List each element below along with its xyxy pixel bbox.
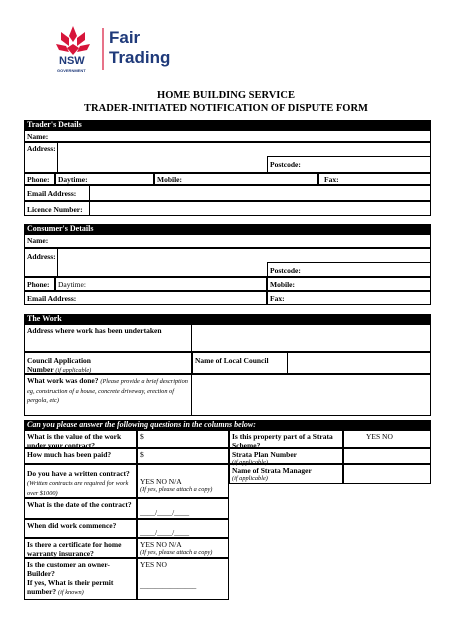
logo-agency: NSW: [59, 55, 85, 67]
q-strata-manager-label: [229, 464, 343, 484]
council-application-text: Council Application: [27, 356, 91, 365]
trader-phone-label: Phone:: [24, 173, 55, 185]
q-owner-answer[interactable]: [137, 558, 229, 600]
q-cert-options[interactable]: YES NO N/A: [140, 540, 182, 549]
q-strata-label: Is this property part of a Strata Scheme?: [229, 430, 343, 448]
logo-brand-line1: Fair: [109, 28, 141, 47]
q-cert-answer[interactable]: [137, 538, 229, 558]
consumer-daytime-field[interactable]: [55, 277, 267, 291]
q-owner-text: Is the customer an owner-Builder?: [27, 560, 110, 578]
q-written-answer-note: (If yes, please attach a copy): [140, 486, 213, 493]
trader-fax-label: Fax:: [324, 175, 339, 184]
trader-name-label: Name:: [27, 132, 49, 141]
q-written-note: (Written contracts are required for work over $1000): [27, 480, 129, 497]
q-written-label: [24, 464, 137, 498]
trader-licence-label: Licence Number:: [24, 201, 90, 216]
form-title-line2: TRADER-INITIATED NOTIFICATION OF DISPUTE FORM: [84, 103, 368, 114]
q-strata-answer[interactable]: YES NO: [343, 430, 431, 448]
q-paid-label: How much has been paid?: [24, 448, 137, 464]
q-commence-answer[interactable]: ____/____/____: [137, 519, 229, 538]
work-section-heading: The Work: [24, 314, 431, 324]
consumer-address-label: Address:: [24, 248, 58, 277]
q-strata-plan-label: [229, 448, 343, 464]
q-owner-note: (if known): [58, 589, 84, 596]
trader-email-label: Email Address:: [24, 185, 90, 201]
questions-section-heading: Can you please answer the following questions in the columns below:: [24, 420, 431, 430]
consumer-fax-field[interactable]: [267, 291, 431, 305]
consumer-section-heading: Consumer's Details: [24, 224, 431, 234]
consumer-daytime-label: Daytime:: [58, 280, 86, 289]
council-application-note: (if applicable): [55, 367, 92, 374]
q-strata-manager-note: (if applicable): [232, 475, 268, 482]
local-council-label: Name of Local Council: [192, 352, 288, 374]
trader-daytime-field[interactable]: [55, 173, 154, 185]
q-owner-permit-line[interactable]: _______________: [140, 581, 197, 590]
nsw-fair-trading-logo: [51, 22, 191, 82]
q-paid-answer[interactable]: $: [137, 448, 229, 464]
logo-agency-sub: GOVERNMENT: [57, 68, 86, 73]
q-value-label: What is the value of the work under your contract?: [24, 430, 137, 448]
consumer-name-row[interactable]: [24, 234, 431, 248]
q-date-answer[interactable]: ____/____/____: [137, 498, 229, 519]
trader-postcode-label[interactable]: Postcode:: [267, 156, 431, 173]
q-strata-plan-text: Strata Plan Number: [232, 450, 297, 459]
q-written-answer[interactable]: [137, 464, 229, 498]
q-strata-plan-note: (if applicable): [232, 459, 268, 466]
work-done-note: (Please provide a brief description eg, construction of a house, concrete driveway, erection of pergola, etc): [27, 378, 188, 404]
trader-fax-field[interactable]: [318, 173, 431, 185]
council-application-label: [24, 352, 192, 374]
consumer-fax-label: Fax:: [270, 294, 285, 303]
q-written-options[interactable]: YES NO N/A: [140, 477, 182, 486]
q-written-text: Do you have a written contract?: [27, 469, 130, 478]
q-strata-plan-answer[interactable]: [343, 448, 431, 464]
q-cert-answer-note: (If yes, please attach a copy): [140, 549, 213, 556]
consumer-name-label: Name:: [27, 236, 49, 245]
council-application-text2: Number: [27, 365, 54, 374]
consumer-email-field[interactable]: [24, 291, 267, 305]
q-owner-options[interactable]: YES NO: [140, 560, 167, 569]
work-address-label: Address where work has been undertaken: [24, 324, 192, 352]
work-done-label: [24, 374, 192, 416]
trader-daytime-label: Daytime:: [58, 175, 88, 184]
q-value-answer[interactable]: $: [137, 430, 229, 448]
trader-section-heading: Trader's Details: [24, 120, 431, 130]
q-strata-manager-answer[interactable]: [343, 464, 431, 484]
trader-name-row[interactable]: [24, 130, 431, 142]
q-cert-label: Is there a certificate for home warranty insurance?: [24, 538, 137, 558]
q-date-label: What is the date of the contract?: [24, 498, 137, 519]
consumer-postcode-label[interactable]: Postcode:: [267, 262, 431, 277]
form-title-line1: HOME BUILDING SERVICE: [157, 90, 295, 101]
q-owner-label: [24, 558, 137, 600]
consumer-mobile-label: Mobile:: [270, 280, 295, 289]
q-commence-label: When did work commence?: [24, 519, 137, 538]
trader-address-label: Address:: [24, 142, 58, 173]
consumer-mobile-field[interactable]: [267, 277, 431, 291]
consumer-phone-label: Phone:: [24, 277, 55, 291]
consumer-email-label: Email Address:: [27, 294, 77, 303]
q-strata-manager-text: Name of Strata Manager: [232, 466, 312, 475]
logo-brand-line2: Trading: [109, 48, 171, 67]
trader-mobile-field[interactable]: [154, 173, 318, 185]
work-done-text: What work was done?: [27, 376, 99, 385]
q-owner-text2: If yes, What is their permit number?: [27, 578, 114, 596]
trader-mobile-label: Mobile:: [157, 175, 182, 184]
